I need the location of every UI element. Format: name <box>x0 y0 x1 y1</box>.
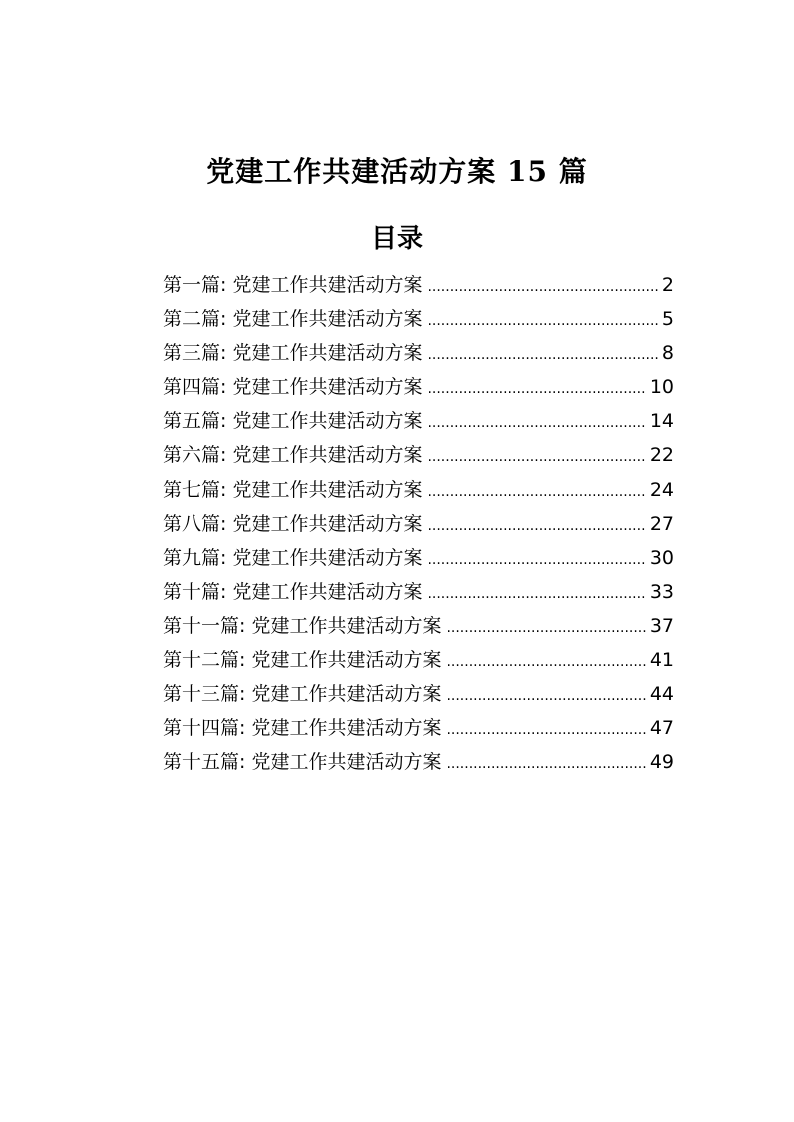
toc-entry-6[interactable] <box>163 438 674 472</box>
toc-dot-leader <box>427 543 646 577</box>
toc-dot-leader <box>427 304 658 338</box>
toc-page-number: 49 <box>649 751 674 774</box>
toc-page-number: 24 <box>649 478 674 501</box>
toc-page-number: 30 <box>649 546 674 569</box>
toc-dot-leader <box>427 475 646 509</box>
toc-dot-leader <box>446 747 646 781</box>
toc-dot-leader <box>446 611 646 645</box>
toc-entry-12[interactable] <box>163 643 674 677</box>
toc-entry-13[interactable] <box>163 677 674 711</box>
toc-dot-leader <box>427 406 646 440</box>
toc-dot-leader <box>446 679 646 713</box>
toc-entry-label: 第十篇: 党建工作共建活动方案 <box>163 580 423 603</box>
toc-dot-leader <box>427 509 646 543</box>
toc-entry-11[interactable] <box>163 609 674 643</box>
toc-entry-14[interactable] <box>163 711 674 745</box>
toc-entry-8[interactable] <box>163 507 674 541</box>
toc-entry-label: 第四篇: 党建工作共建活动方案 <box>163 376 423 399</box>
toc-page-number: 10 <box>649 376 674 399</box>
toc-entry-label: 第二篇: 党建工作共建活动方案 <box>163 308 423 331</box>
toc-page-number: 22 <box>649 444 674 467</box>
toc-entry-2[interactable] <box>163 302 674 336</box>
toc-page-number: 14 <box>649 410 674 433</box>
toc-page-number: 47 <box>649 717 674 740</box>
toc-entry-label: 第十三篇: 党建工作共建活动方案 <box>163 683 442 706</box>
toc-entry-label: 第十五篇: 党建工作共建活动方案 <box>163 751 442 774</box>
toc-entry-label: 第十二篇: 党建工作共建活动方案 <box>163 649 442 672</box>
toc-dot-leader <box>446 645 646 679</box>
toc-entry-label: 第六篇: 党建工作共建活动方案 <box>163 444 423 467</box>
toc-heading: 目录 <box>370 224 423 254</box>
toc-entry-label: 第三篇: 党建工作共建活动方案 <box>163 342 423 365</box>
toc-entry-10[interactable] <box>163 575 674 609</box>
toc-dot-leader <box>427 270 658 304</box>
toc-dot-leader <box>427 338 658 372</box>
toc-entry-label: 第八篇: 党建工作共建活动方案 <box>163 512 423 535</box>
toc-entry-label: 第五篇: 党建工作共建活动方案 <box>163 410 423 433</box>
toc-entry-9[interactable] <box>163 541 674 575</box>
toc-page-number: 37 <box>649 614 674 637</box>
toc-entry-label: 第七篇: 党建工作共建活动方案 <box>163 478 423 501</box>
toc-entry-label: 第十四篇: 党建工作共建活动方案 <box>163 717 442 740</box>
toc-page-number: 2 <box>661 274 674 296</box>
toc-page-number: 33 <box>649 580 674 603</box>
toc-page-number: 27 <box>649 512 674 535</box>
document-title: 党建工作共建活动方案 15 篇 <box>206 155 588 188</box>
toc-entry-15[interactable] <box>163 745 674 779</box>
toc-entry-label: 第一篇: 党建工作共建活动方案 <box>163 274 423 296</box>
table-of-contents <box>163 268 674 779</box>
toc-dot-leader <box>427 440 646 474</box>
toc-entry-1[interactable] <box>163 268 674 302</box>
toc-entry-4[interactable] <box>163 370 674 404</box>
toc-page-number: 41 <box>649 649 674 672</box>
toc-page-number: 5 <box>661 308 674 331</box>
toc-entry-3[interactable] <box>163 336 674 370</box>
toc-dot-leader <box>446 713 646 747</box>
toc-dot-leader <box>427 372 646 406</box>
toc-entry-label: 第九篇: 党建工作共建活动方案 <box>163 546 423 569</box>
toc-entry-label: 第十一篇: 党建工作共建活动方案 <box>163 614 442 637</box>
toc-entry-5[interactable] <box>163 404 674 438</box>
toc-entry-7[interactable] <box>163 473 674 507</box>
toc-page-number: 44 <box>649 683 674 706</box>
toc-dot-leader <box>427 577 646 611</box>
toc-page-number: 8 <box>661 342 674 365</box>
